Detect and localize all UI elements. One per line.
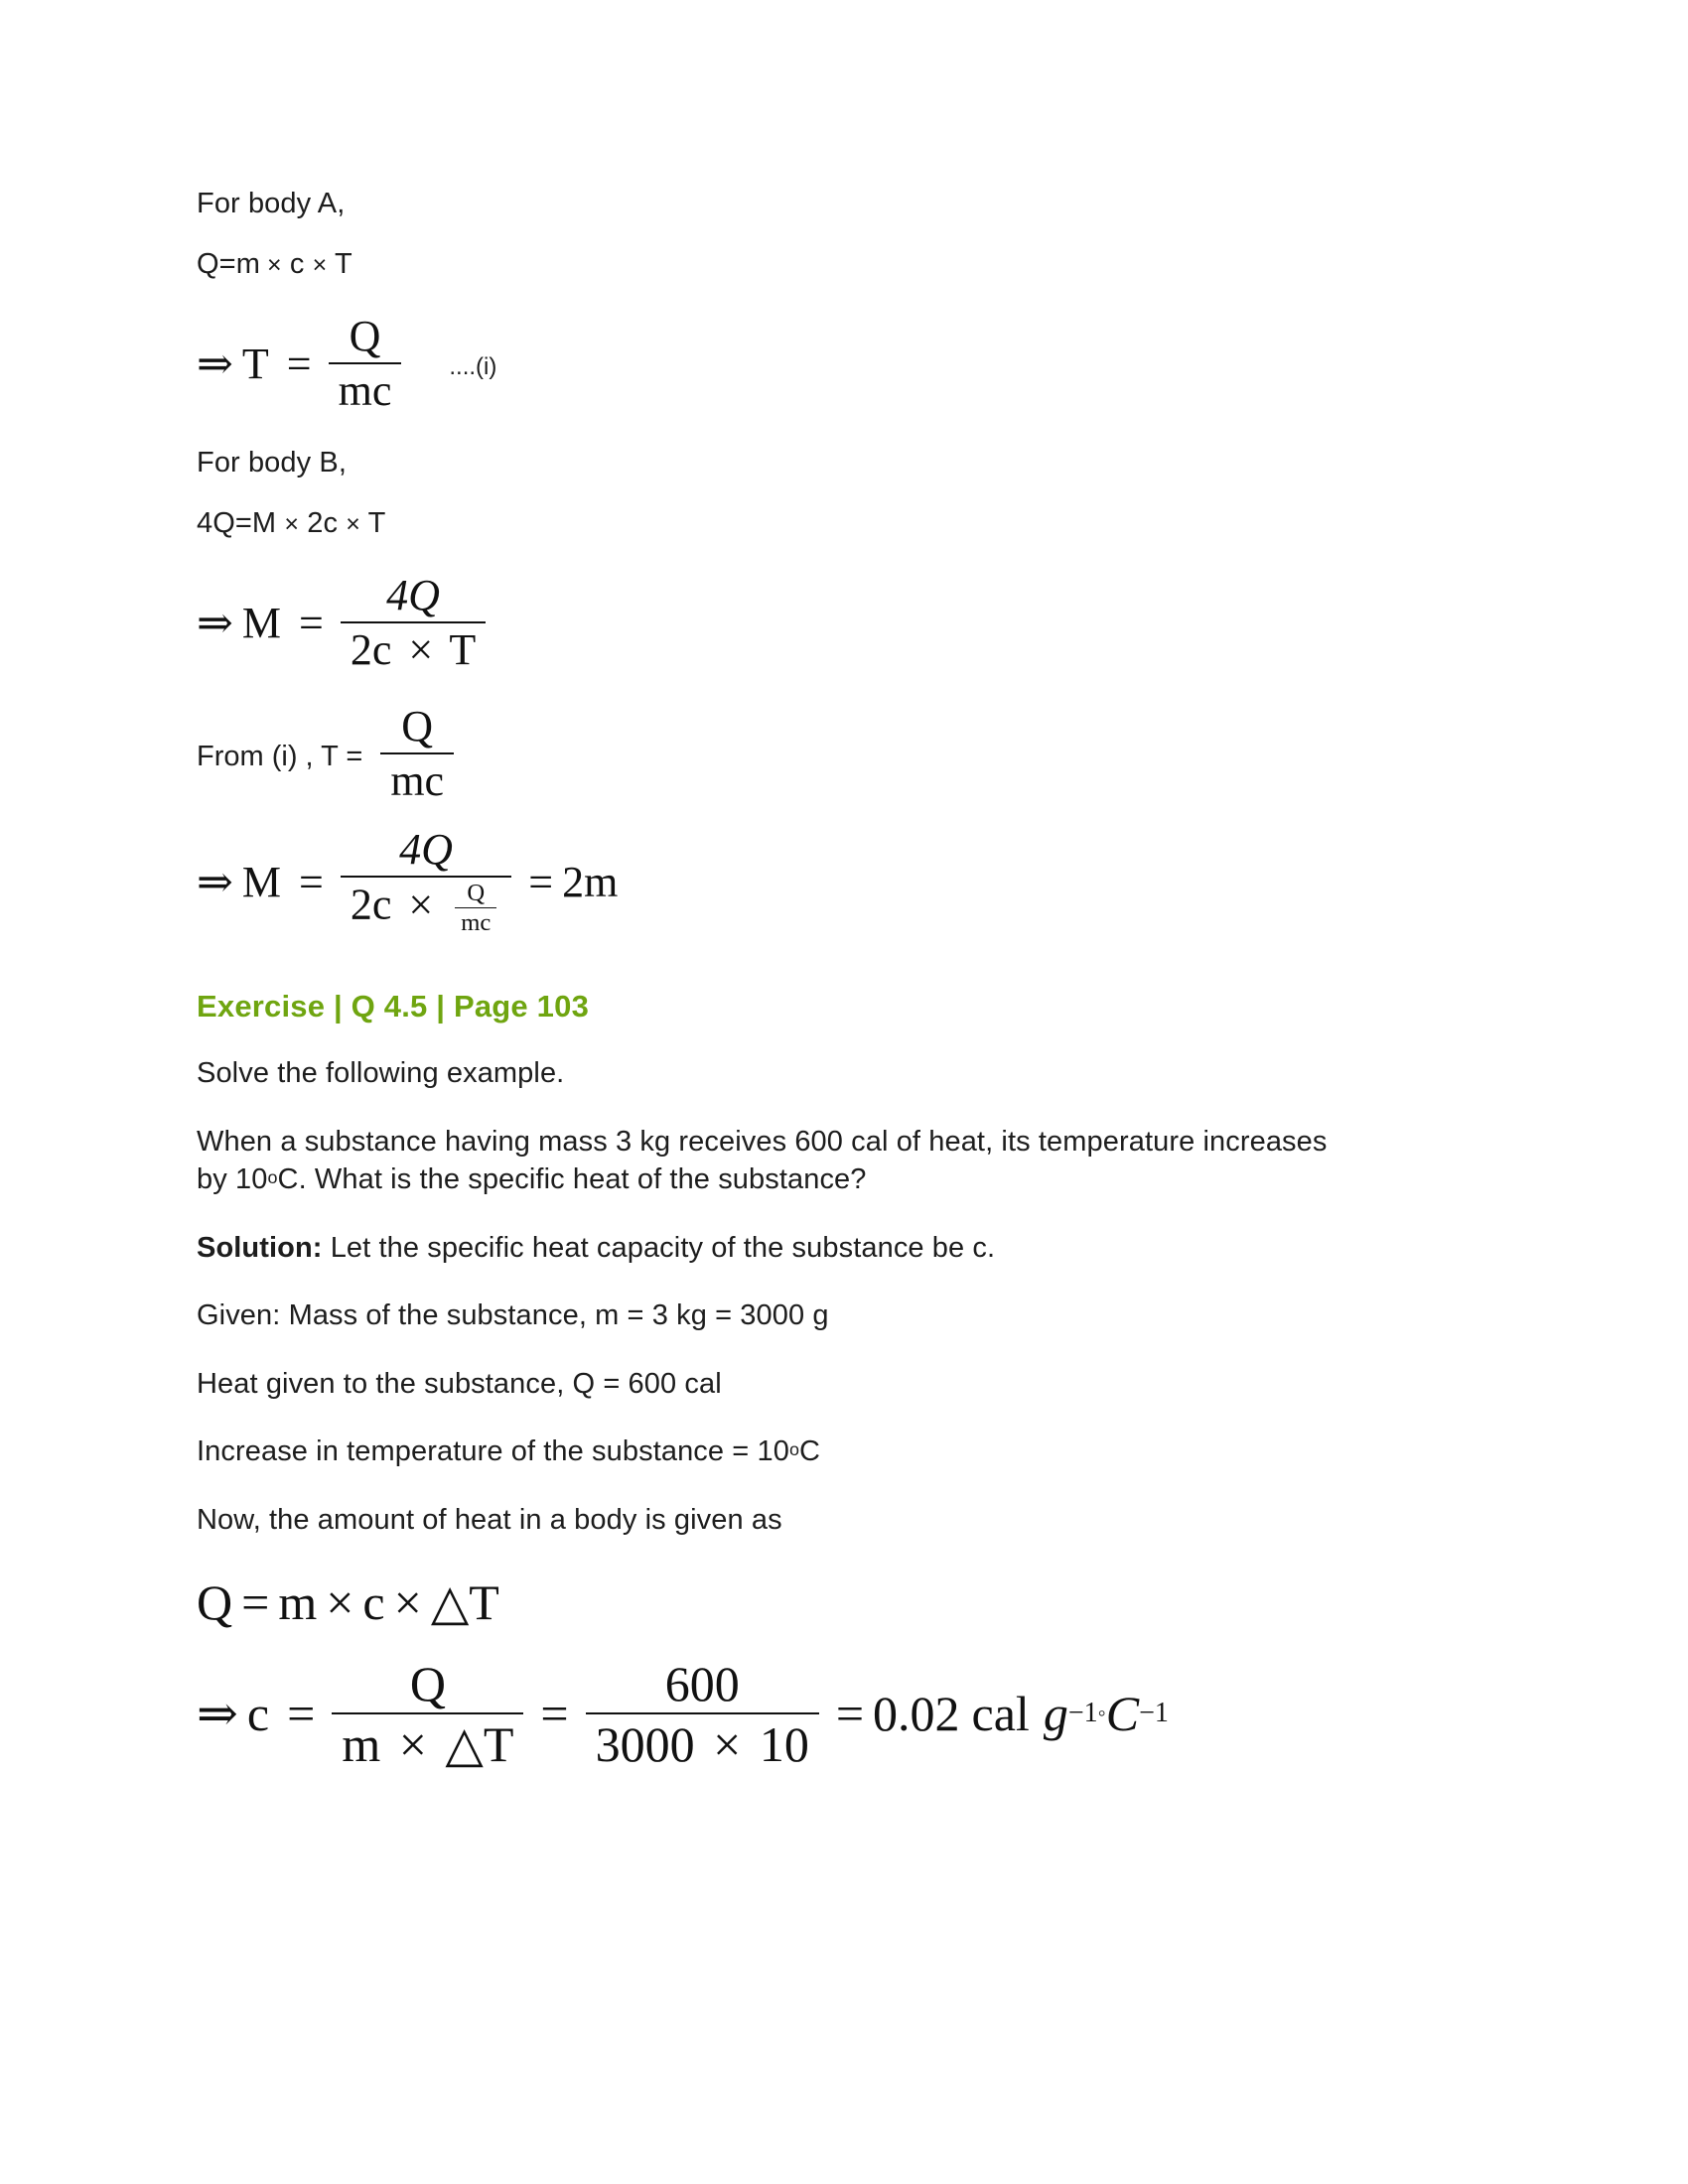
specific-heat-result-equation: ⇒ c = $\frac{Q}{m \times \triangle T}$ = $\frac{600}{3000 \times 10}$ = 0.02 cal g −1 ◦ C −1 xyxy=(197,1655,1169,1772)
question-line-2a: by 10 xyxy=(197,1163,268,1196)
temp-increase-text: Increase in temperature of the substance = 10 xyxy=(197,1435,789,1468)
solution-label: Solution: xyxy=(197,1231,323,1264)
equals-sign: = xyxy=(528,857,554,906)
equals-sign: = xyxy=(835,1686,865,1742)
multiply-symbol: × xyxy=(346,509,360,538)
heat-given-line: Heat given to the substance, Q = 600 cal xyxy=(197,1367,722,1400)
now-amount-of-heat-line: Now, the amount of heat in a body is given as xyxy=(197,1504,782,1537)
fraction-q-over-m-delta-t xyxy=(332,1657,523,1771)
from-step-equation xyxy=(197,703,1517,804)
nested-denominator: mc xyxy=(455,907,496,937)
fraction-denominator xyxy=(586,1712,819,1771)
temperature-increase-line xyxy=(197,1433,1517,1471)
final-m-equation xyxy=(197,826,1517,937)
temp-unit-c: C xyxy=(799,1435,821,1468)
body-a-equation-plain xyxy=(197,245,1517,284)
from-step-label: From (i) , T = xyxy=(197,740,363,772)
fraction-numerator: 4Q xyxy=(399,825,453,875)
multiply-symbol: × xyxy=(267,250,282,279)
den-term-2c: 2c xyxy=(350,624,392,674)
fraction-numerator: Q xyxy=(409,1655,446,1711)
den-term-10: 10 xyxy=(759,1715,809,1772)
multiply-symbol: × xyxy=(398,1715,427,1772)
heat-formula-delta-t: △T xyxy=(430,1573,499,1630)
body-b-derived-lhs: M xyxy=(241,598,281,647)
heat-formula-lhs: Q xyxy=(197,1573,233,1630)
implies-arrow: ⇒ xyxy=(197,857,233,906)
fraction-q-over-mc xyxy=(380,703,454,804)
result-lhs-c: c xyxy=(246,1686,270,1742)
nested-fraction-q-over-mc xyxy=(455,881,496,937)
equals-sign: = xyxy=(299,857,324,906)
body-a-term-t: T xyxy=(335,247,352,280)
solution-statement xyxy=(197,1229,1517,1268)
equals-sign: = xyxy=(540,1686,569,1742)
document-content xyxy=(197,185,1517,1771)
body-b-term-2c: 2c xyxy=(307,506,339,539)
heat-formula-equation xyxy=(197,1573,1517,1631)
den-term-t: T xyxy=(449,624,477,674)
multiply-symbol: × xyxy=(393,1573,422,1630)
den-term-delta-t: △T xyxy=(445,1715,514,1772)
implies-arrow: ⇒ xyxy=(197,339,233,388)
fraction-4q-over-2ct xyxy=(341,572,486,673)
den-term-2c: 2c xyxy=(350,880,392,929)
heat-formula-m: m xyxy=(278,1573,318,1630)
fraction-4q-over-complex xyxy=(341,826,511,937)
fraction-numerator: 600 xyxy=(664,1655,740,1711)
nested-numerator: Q xyxy=(467,879,486,906)
equals-sign: = xyxy=(241,1573,270,1630)
multiply-symbol: × xyxy=(713,1715,742,1772)
equals-sign: = xyxy=(287,1686,316,1742)
body-a-eq-lhs: Q=m xyxy=(197,247,260,280)
multiply-symbol: × xyxy=(312,250,328,279)
body-b-equation-plain xyxy=(197,504,1517,543)
equals-sign: = xyxy=(286,339,312,388)
unit-cal: cal xyxy=(971,1686,1030,1742)
exercise-heading: Exercise | Q 4.5 | Page 103 xyxy=(197,989,590,1024)
given-mass-line: Given: Mass of the substance, m = 3 kg = 3000 g xyxy=(197,1299,829,1332)
fraction-numerator: Q xyxy=(401,702,434,751)
fraction-numerator: Q xyxy=(349,312,381,361)
fraction-denominator: mc xyxy=(380,752,454,805)
body-b-eq-lhs: 4Q=M xyxy=(197,506,277,539)
multiply-symbol: × xyxy=(326,1573,354,1630)
equals-sign: = xyxy=(299,598,324,647)
equation-reference-i: ....(i) xyxy=(449,353,497,381)
fraction-q-over-mc xyxy=(329,313,402,414)
multiply-symbol: × xyxy=(408,880,434,929)
specific-heat-value: 0.02 xyxy=(873,1686,960,1742)
body-b-derived-equation xyxy=(197,572,1517,673)
multiply-symbol: × xyxy=(408,624,434,674)
body-a-heading: For body A, xyxy=(197,188,346,219)
unit-gram: g xyxy=(1043,1686,1068,1742)
unit-celsius: C xyxy=(1105,1686,1140,1742)
fraction-denominator xyxy=(341,621,486,674)
fraction-denominator xyxy=(341,876,511,937)
multiply-symbol: × xyxy=(284,509,300,538)
den-term-3000: 3000 xyxy=(595,1715,695,1772)
implies-arrow: ⇒ xyxy=(197,598,233,647)
degree-symbol: o xyxy=(267,1167,278,1188)
body-a-term-c: c xyxy=(289,247,305,280)
degree-symbol: o xyxy=(788,1439,800,1460)
exercise-instruction: Solve the following example. xyxy=(197,1057,565,1090)
den-term-m: m xyxy=(342,1715,381,1772)
exercise-question xyxy=(197,1123,1368,1199)
fraction-denominator: mc xyxy=(329,362,402,415)
fraction-600-over-30000 xyxy=(586,1657,819,1771)
implies-arrow: ⇒ xyxy=(197,1686,238,1742)
body-b-heading: For body B, xyxy=(197,447,347,479)
question-line-2b: C. What is the specific heat of the substance? xyxy=(277,1163,867,1196)
body-a-derived-lhs: T xyxy=(241,339,269,388)
fraction-denominator xyxy=(332,1712,523,1771)
final-m-result: 2m xyxy=(562,857,619,906)
final-m-lhs: M xyxy=(241,857,281,906)
question-line-1: When a substance having mass 3 kg receives 600 cal of heat, its temperature increases xyxy=(197,1125,1328,1158)
body-b-term-t: T xyxy=(367,506,386,539)
fraction-numerator: 4Q xyxy=(386,571,440,620)
solution-text: Let the specific heat capacity of the substance be c. xyxy=(322,1231,996,1264)
heat-formula-c: c xyxy=(362,1573,385,1630)
body-a-derived-equation xyxy=(197,313,1517,414)
